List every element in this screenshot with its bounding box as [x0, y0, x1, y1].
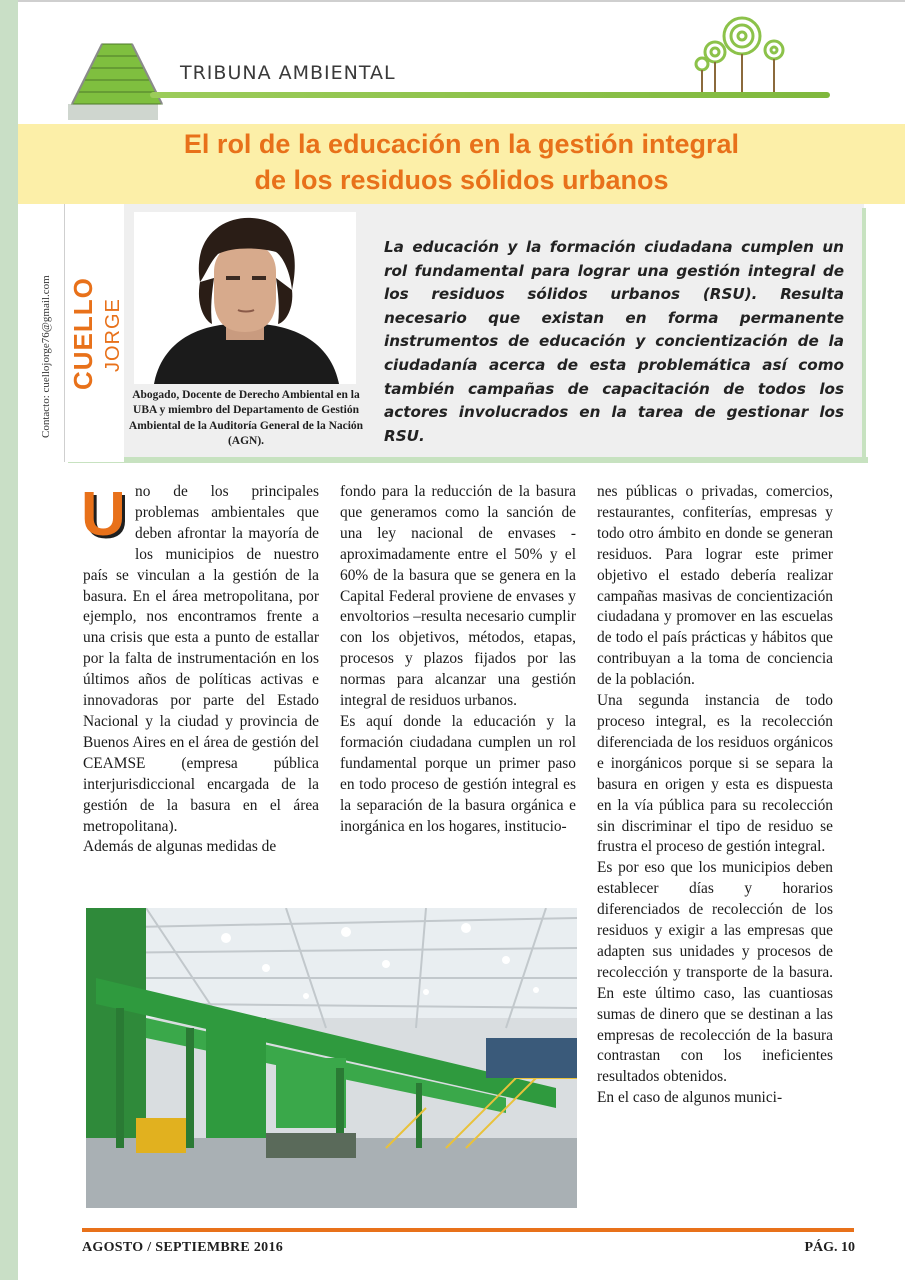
- top-rule: [18, 0, 905, 2]
- issue-date: AGOSTO / SEPTIEMBRE 2016: [82, 1240, 284, 1255]
- headline-line-2: de los residuos sólidos urbanos: [254, 165, 669, 195]
- headline-line-1: El rol de la educación en la gestión integral: [183, 129, 740, 159]
- body-column-3: [597, 482, 833, 1109]
- section-title: TRIBUNA AMBIENTAL: [180, 62, 396, 84]
- left-margin-stripe: [0, 0, 18, 1280]
- body-column-1: [83, 482, 319, 858]
- author-surname: CUELLO: [68, 277, 98, 390]
- body-paragraph: Es aquí donde la educación y la formación ciudadana cumplen un rol fundamental porque un primer paso en todo proceso de gestión integral es la separación de la basura orgánica e inorgánica en los hogares, institucio-: [340, 712, 576, 835]
- trees-icon: [690, 14, 800, 96]
- author-bio: Abogado, Docente de Derecho Ambiental en la UBA y miembro del Departamento de Gestión Ambiental de la Auditoría General de la Nación (AGN).: [128, 389, 364, 448]
- body-paragraph: Una segunda instancia de todo proceso integral, es la recolección diferenciada de los residuos orgánicos e inorgánicos porque si se separa la basura en origen y esta es dispuesta en la vía pública para su recolección sin discriminar el tipo de residuo se frustra el proceso de gestión integral.: [597, 692, 833, 856]
- article-headline: [18, 126, 905, 198]
- drop-cap: U: [81, 480, 126, 549]
- author-contact: Contacto: cuellojorge76@gmail.com: [40, 275, 52, 438]
- author-first-name: JORGE: [102, 298, 124, 372]
- footer-rule: [82, 1228, 854, 1232]
- author-box-shadow: [68, 457, 868, 463]
- body-paragraph: Además de algunas medidas de: [83, 838, 277, 856]
- body-paragraph: nes públicas o privadas, comercios, restaurantes, confiterías, empresas y todo otro ámbito en donde se generan residuos. Para lograr este primer objetivo el estado debería realizar campañas masivas de concientización ciudadana y promover en las escuelas de todo el país prácticas y hábitos que contribuyan a la toma de conciencia de la población.: [597, 483, 833, 689]
- recycling-plant-photo: [86, 908, 577, 1208]
- body-paragraph: no de los principales problemas ambientales que deben afrontar la mayoría de los municipios de nuestro país se vinculan a la gestión de la basura. En el área metropolitana, por ejemplo, nos encontramos frente a una crisis que esta a punto de estallar por la falta de instrumentación en los últimos años de políticas activas e innovadoras por parte del Estado Nacional y la ciudad y provincia de Buenos Aires en el área de gestión del CEAMSE (empresa pública interjurisdiccional encargada de la gestión de la basura en el área metropolitana).: [83, 483, 319, 835]
- author-portrait: [134, 212, 356, 384]
- stadium-stairs-icon: [58, 20, 178, 130]
- author-box-edge: [862, 208, 866, 461]
- page-number: PÁG. 10: [804, 1240, 855, 1255]
- body-paragraph: En el caso de algunos munici-: [597, 1089, 783, 1107]
- body-paragraph: fondo para la reducción de la basura que generamos como la sanción de una ley nacional de envases -aproximadamente entre el 50% y el 60% de la basura que se genera en la Capital Federal proviene de envases y envoltorios –resulta necesario cumplir con los objetivos, métodos, etapas, procesos y plazos fijados por las normas para alcanzar una gestión integral de residuos urbanos.: [340, 483, 576, 710]
- body-column-2: [340, 482, 576, 837]
- section-divider: [150, 92, 830, 98]
- body-paragraph: Es por eso que los municipios deben establecer días y horarios diferenciados de recolección de los residuos y exigir a las empresas que adapten sus unidades y procesos de recolección y transporte de la basura. En este último caso, las cuantiosas sumas de dinero que se destinan a las empresas de recolección de la basura contrastan con los ineficientes resultados obtenidos.: [597, 859, 833, 1086]
- article-lead: La educación y la formación ciudadana cumplen un rol fundamental para lograr una gestión integral de los residuos sólidos urbanos (RSU). Resulta necesario que existan en forma permanente instrumentos de educación y concientización de la ciudadanía acerca de esta problemática así como también campañas de capacitación de todos los actores involucrados en la tarea de gestionar los RSU.: [384, 238, 844, 445]
